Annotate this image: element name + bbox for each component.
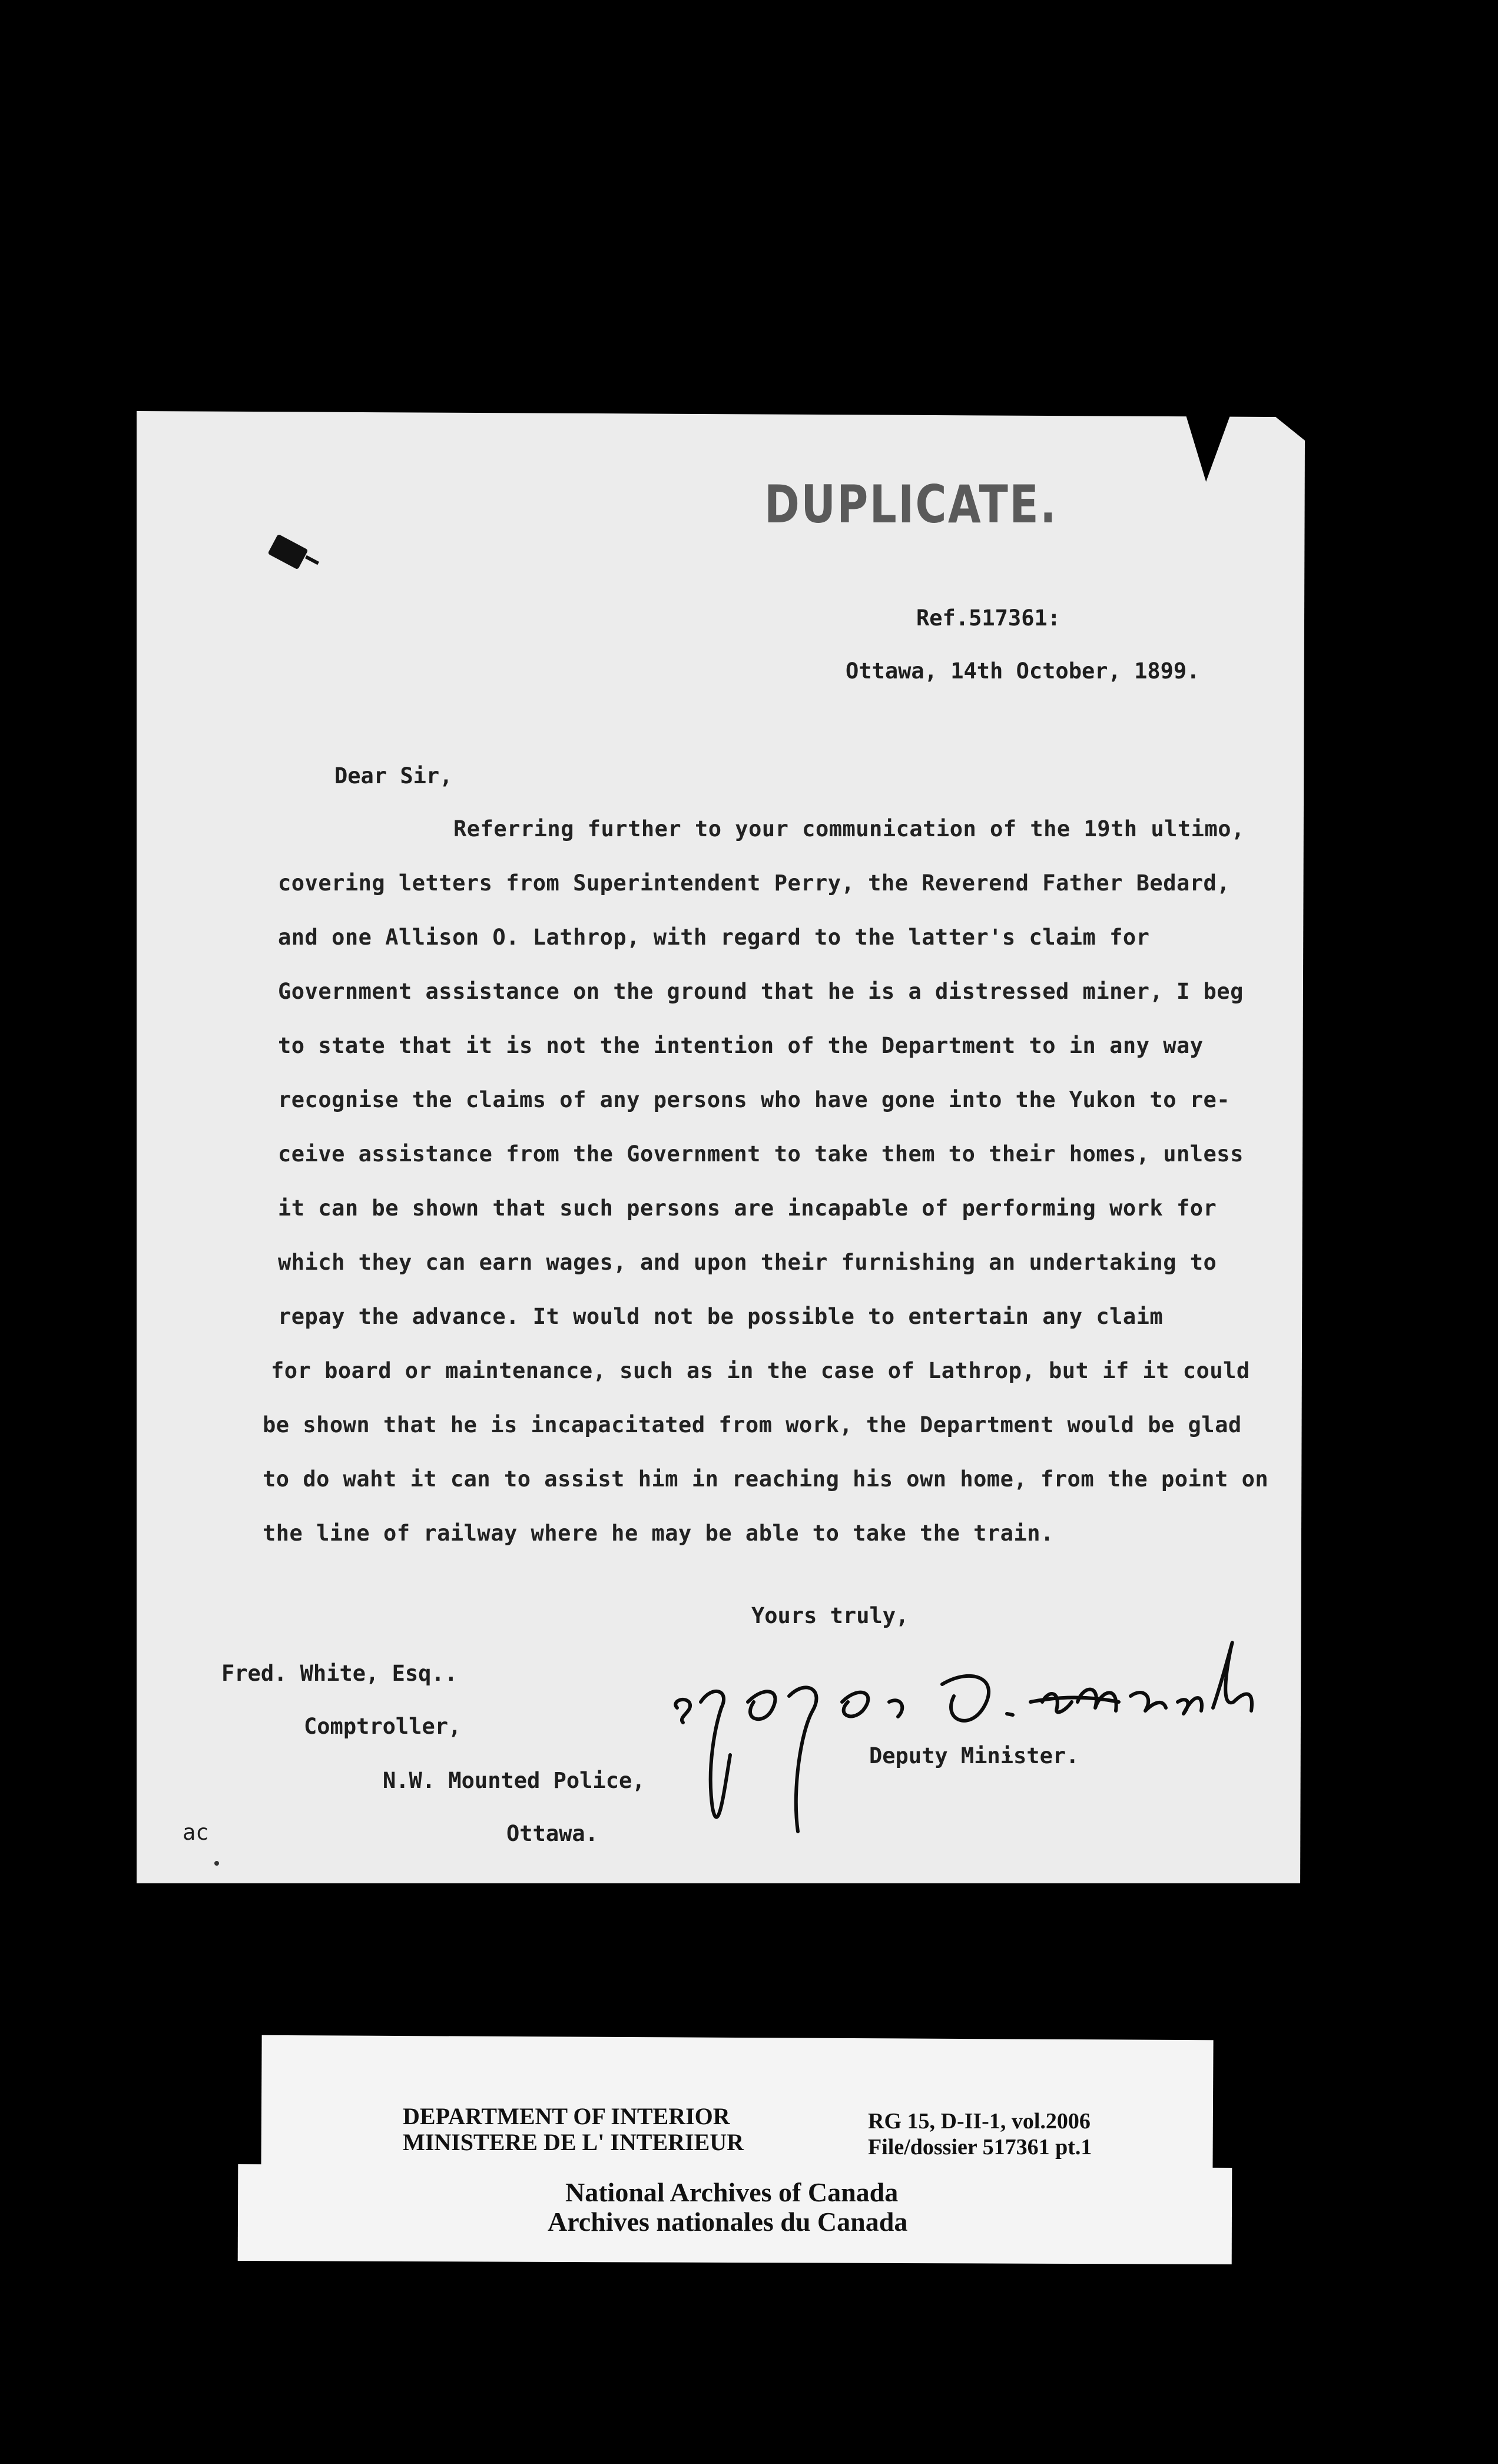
body-line: which they can earn wages, and upon their furnishing an undertaking to (278, 1250, 1217, 1275)
addressee-city: Ottawa. (506, 1821, 598, 1846)
body-line: be shown that he is incapacitated from work, the Department would be glad (263, 1412, 1242, 1438)
body-line: Government assistance on the ground that he is a distressed miner, I beg (278, 979, 1244, 1004)
handwritten-signature (665, 1614, 1290, 1849)
salutation: Dear Sir, (334, 763, 453, 789)
archives-name-fr: Archives nationales du Canada (548, 2207, 908, 2237)
body-line: to state that it is not the intention of the Department to in any way (278, 1033, 1204, 1058)
department-name-en: DEPARTMENT OF INTERIOR (403, 2103, 730, 2129)
duplicate-stamp: DUPLICATE. (764, 474, 1058, 535)
body-line: repay the advance. It would not be possible to entertain any claim (278, 1304, 1164, 1329)
body-line: ceive assistance from the Government to take them to their homes, unless (278, 1141, 1244, 1167)
typist-initials: ac (183, 1820, 209, 1845)
letter-date: Ottawa, 14th October, 1899. (846, 658, 1200, 684)
signer-title: Deputy Minister. (869, 1743, 1079, 1768)
addressee-name: Fred. White, Esq.. (221, 1661, 458, 1686)
body-line: covering letters from Superintendent Perry, the Reverend Father Bedard, (278, 870, 1231, 896)
reference-number: Ref.517361: (916, 605, 1061, 631)
body-line: recognise the claims of any persons who have gone into the Yukon to re- (278, 1087, 1231, 1112)
file-number: File/dossier 517361 pt.1 (868, 2135, 1092, 2160)
addressee-organization: N.W. Mounted Police, (383, 1768, 645, 1793)
body-line: for board or maintenance, such as in the case of Lathrop, but if it could (271, 1358, 1250, 1383)
body-line: the line of railway where he may be able to take the train. (263, 1521, 1054, 1546)
closing: Yours truly, (751, 1603, 909, 1628)
addressee-title: Comptroller, (304, 1714, 462, 1739)
department-name-fr: MINISTERE DE L' INTERIEUR (403, 2129, 744, 2155)
record-group: RG 15, D-II-1, vol.2006 (868, 2109, 1091, 2134)
stray-dot (214, 1861, 219, 1866)
body-line: and one Allison O. Lathrop, with regard to the latter's claim for (278, 925, 1150, 950)
archives-name-en: National Archives of Canada (565, 2177, 899, 2207)
body-line: to do waht it can to assist him in reaching his own home, from the point on (263, 1466, 1269, 1492)
body-line: it can be shown that such persons are incapable of performing work for (278, 1195, 1217, 1221)
body-line: Referring further to your communication of the 19th ultimo, (453, 816, 1245, 842)
